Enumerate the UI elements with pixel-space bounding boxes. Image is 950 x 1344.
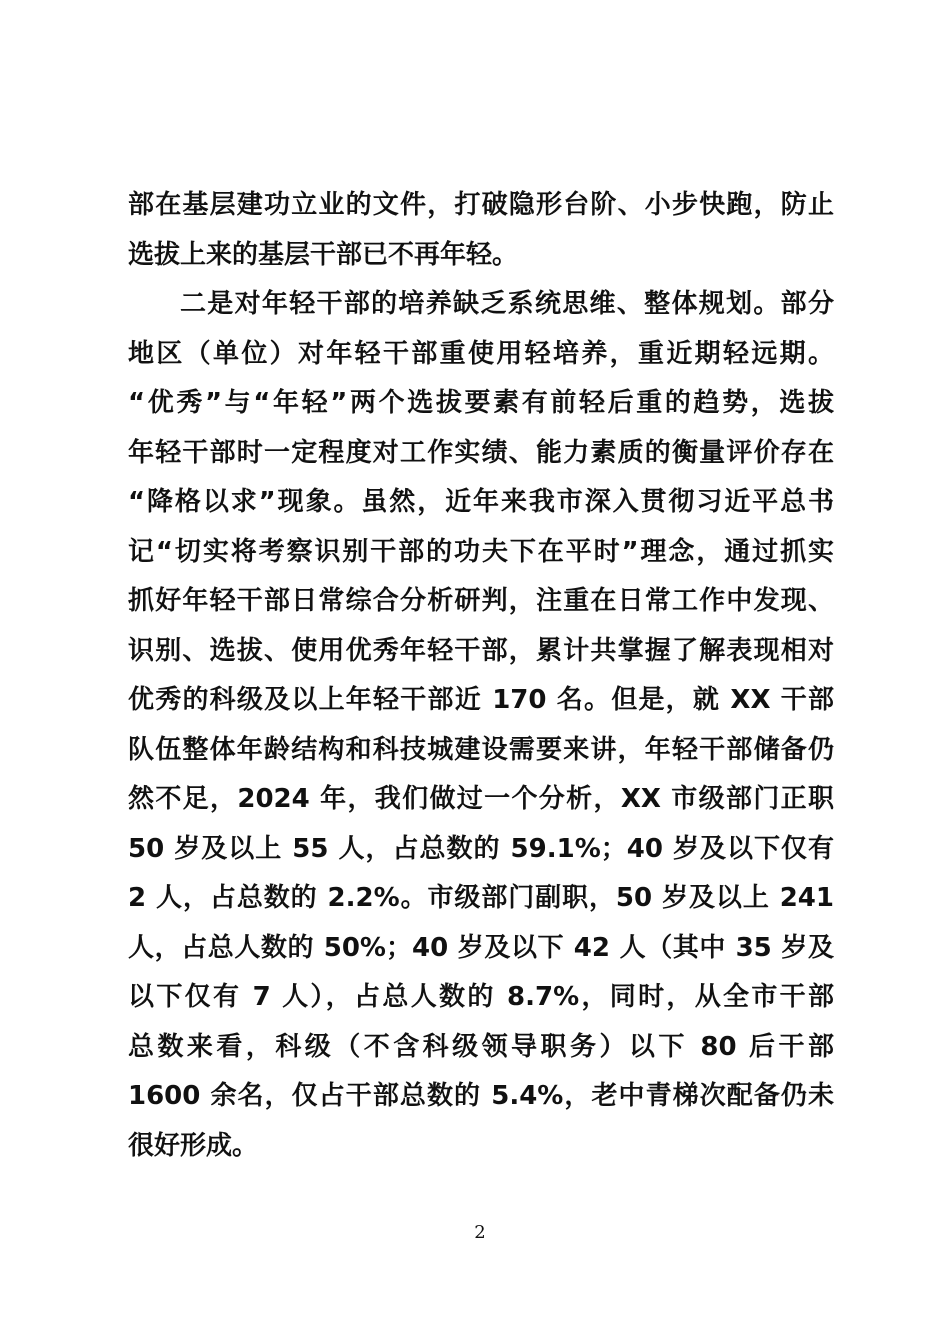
text-line: “降格以求”现象。虽然，近年来我市深入贯彻习近平总书 <box>128 487 834 517</box>
text-line: 识别、选拔、使用优秀年轻干部，累计共掌握了解表现相对 <box>128 635 834 666</box>
text-line: 以下仅有 7 人），占总人数的 8.7%，同时，从全市干部 <box>128 982 834 1012</box>
text-line: 很好形成。 <box>128 1130 259 1161</box>
text-line: 年轻干部时一定程度对工作实绩、能力素质的衡量评价存在 <box>128 437 834 468</box>
text-line: 队伍整体年龄结构和科技城建设需要来讲，年轻干部储备仍 <box>128 734 834 765</box>
text-line: 然不足，2024 年，我们做过一个分析，XX 市级部门正职 <box>128 784 834 814</box>
page-number: 2 <box>474 1222 486 1243</box>
text-line: 抓好年轻干部日常综合分析研判，注重在日常工作中发现、 <box>128 586 834 616</box>
body-text <box>128 181 834 1171</box>
text-line: 2 人，占总数的 2.2%。市级部门副职，50 岁及以上 241 <box>128 883 834 913</box>
text-line: 优秀的科级及以上年轻干部近 170 名。但是，就 XX 干部 <box>128 685 834 715</box>
text-line: 50 岁及以上 55 人，占总数的 59.1%；40 岁及以下仅有 <box>128 833 834 864</box>
paragraph <box>128 181 834 280</box>
text-line: 二是对年轻干部的培养缺乏系统思维、整体规划。部分 <box>180 289 834 319</box>
text-line: 地区（单位）对年轻干部重使用轻培养，重近期轻远期。 <box>128 338 834 369</box>
text-line: 人，占总人数的 50%；40 岁及以下 42 人（其中 35 岁及 <box>128 932 834 963</box>
text-line: 记“切实将考察识别干部的功夫下在平时”理念，通过抓实 <box>128 536 834 567</box>
text-line: 部在基层建功立业的文件，打破隐形台阶、小步快跑，防止 <box>128 190 834 220</box>
text-line: 1600 余名，仅占干部总数的 5.4%，老中青梯次配备仍未 <box>128 1081 834 1111</box>
text-line: 选拔上来的基层干部已不再年轻。 <box>128 239 519 270</box>
text-line: “优秀”与“年轻”两个选拔要素有前轻后重的趋势，选拔 <box>128 388 834 418</box>
text-line: 总数来看，科级（不含科级领导职务）以下 80 后干部 <box>128 1031 834 1062</box>
paragraph <box>128 280 834 1171</box>
